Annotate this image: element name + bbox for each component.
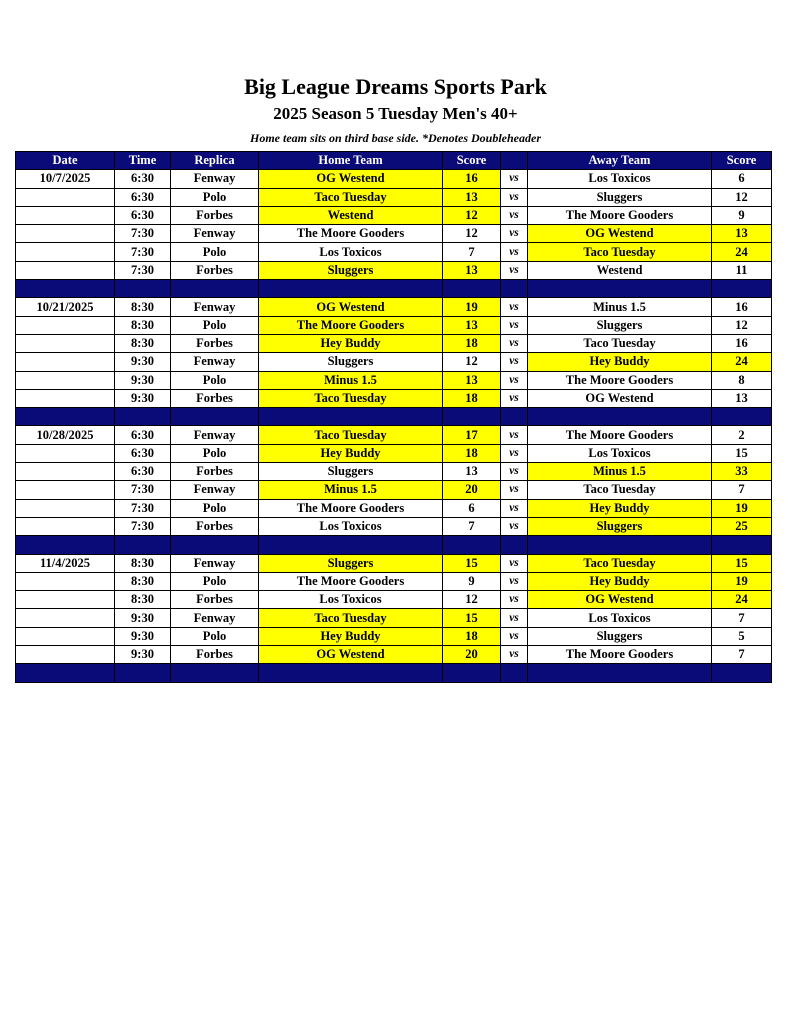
table-row xyxy=(16,463,772,481)
date-cell xyxy=(16,499,115,517)
home-team-cell: The Moore Gooders xyxy=(259,316,443,334)
away-team-cell: Minus 1.5 xyxy=(528,463,712,481)
vs-cell: vs xyxy=(501,206,528,224)
home-score-cell: 13 xyxy=(443,261,501,279)
away-team-cell: Sluggers xyxy=(528,188,712,206)
vs-cell: vs xyxy=(501,334,528,352)
time-cell: 8:30 xyxy=(115,334,171,352)
replica-cell: Polo xyxy=(171,316,259,334)
away-score-cell: 19 xyxy=(712,572,772,590)
table-row xyxy=(16,298,772,316)
page-subtitle: 2025 Season 5 Tuesday Men's 40+ xyxy=(273,104,518,123)
replica-cell: Forbes xyxy=(171,646,259,664)
home-team-cell: Hey Buddy xyxy=(259,627,443,645)
vs-cell: vs xyxy=(501,627,528,645)
header-vs xyxy=(501,152,528,170)
away-team-cell: OG Westend xyxy=(528,225,712,243)
away-team-cell: Los Toxicos xyxy=(528,170,712,188)
separator-cell xyxy=(115,280,171,298)
away-score-cell: 24 xyxy=(712,243,772,261)
separator-cell xyxy=(443,664,501,682)
time-cell: 6:30 xyxy=(115,170,171,188)
schedule-body xyxy=(16,170,772,682)
away-team-cell: Taco Tuesday xyxy=(528,481,712,499)
table-header-row xyxy=(16,152,772,170)
away-team-cell: Hey Buddy xyxy=(528,572,712,590)
vs-cell: vs xyxy=(501,499,528,517)
separator-cell xyxy=(171,664,259,682)
separator-cell xyxy=(259,536,443,554)
separator-cell xyxy=(171,408,259,426)
home-team-cell: Taco Tuesday xyxy=(259,389,443,407)
vs-cell: vs xyxy=(501,170,528,188)
away-score-cell: 2 xyxy=(712,426,772,444)
home-team-cell: Minus 1.5 xyxy=(259,371,443,389)
separator-cell xyxy=(16,280,115,298)
time-cell: 6:30 xyxy=(115,444,171,462)
replica-cell: Fenway xyxy=(171,225,259,243)
date-cell xyxy=(16,517,115,535)
separator-cell xyxy=(115,536,171,554)
vs-cell: vs xyxy=(501,517,528,535)
separator-cell xyxy=(171,280,259,298)
table-row xyxy=(16,646,772,664)
home-team-cell: Sluggers xyxy=(259,463,443,481)
date-cell xyxy=(16,225,115,243)
table-row xyxy=(16,572,772,590)
home-score-cell: 18 xyxy=(443,627,501,645)
date-cell xyxy=(16,389,115,407)
home-score-cell: 13 xyxy=(443,371,501,389)
home-score-cell: 13 xyxy=(443,463,501,481)
home-team-cell: Sluggers xyxy=(259,554,443,572)
home-team-cell: Los Toxicos xyxy=(259,591,443,609)
separator-cell xyxy=(712,536,772,554)
time-cell: 7:30 xyxy=(115,481,171,499)
time-cell: 6:30 xyxy=(115,463,171,481)
separator-cell xyxy=(528,408,712,426)
separator-cell xyxy=(501,664,528,682)
home-team-cell: Sluggers xyxy=(259,261,443,279)
table-row xyxy=(16,481,772,499)
replica-cell: Fenway xyxy=(171,426,259,444)
time-cell: 9:30 xyxy=(115,646,171,664)
replica-cell: Forbes xyxy=(171,206,259,224)
vs-cell: vs xyxy=(501,316,528,334)
separator-cell xyxy=(115,664,171,682)
time-cell: 9:30 xyxy=(115,627,171,645)
time-cell: 9:30 xyxy=(115,609,171,627)
separator-cell xyxy=(259,408,443,426)
vs-cell: vs xyxy=(501,225,528,243)
time-cell: 7:30 xyxy=(115,261,171,279)
replica-cell: Forbes xyxy=(171,389,259,407)
home-score-cell: 20 xyxy=(443,646,501,664)
vs-cell: vs xyxy=(501,572,528,590)
away-team-cell: OG Westend xyxy=(528,591,712,609)
home-team-cell: Hey Buddy xyxy=(259,444,443,462)
date-cell xyxy=(16,463,115,481)
vs-cell: vs xyxy=(501,646,528,664)
vs-cell: vs xyxy=(501,481,528,499)
separator-cell xyxy=(443,536,501,554)
table-row xyxy=(16,591,772,609)
away-score-cell: 12 xyxy=(712,188,772,206)
replica-cell: Polo xyxy=(171,627,259,645)
vs-cell: vs xyxy=(501,426,528,444)
away-team-cell: Sluggers xyxy=(528,316,712,334)
vs-cell: vs xyxy=(501,298,528,316)
table-row xyxy=(16,499,772,517)
away-team-cell: Los Toxicos xyxy=(528,444,712,462)
away-score-cell: 7 xyxy=(712,609,772,627)
replica-cell: Fenway xyxy=(171,298,259,316)
time-cell: 8:30 xyxy=(115,554,171,572)
home-team-cell: The Moore Gooders xyxy=(259,225,443,243)
separator-cell xyxy=(528,536,712,554)
date-cell xyxy=(16,316,115,334)
date-cell xyxy=(16,334,115,352)
home-score-cell: 15 xyxy=(443,554,501,572)
away-team-cell: Taco Tuesday xyxy=(528,243,712,261)
separator-cell xyxy=(443,280,501,298)
table-row xyxy=(16,609,772,627)
home-team-cell: Sluggers xyxy=(259,353,443,371)
home-team-cell: Minus 1.5 xyxy=(259,481,443,499)
time-cell: 8:30 xyxy=(115,316,171,334)
away-team-cell: The Moore Gooders xyxy=(528,426,712,444)
vs-cell: vs xyxy=(501,444,528,462)
away-team-cell: Westend xyxy=(528,261,712,279)
home-score-cell: 13 xyxy=(443,316,501,334)
away-score-cell: 13 xyxy=(712,389,772,407)
away-score-cell: 7 xyxy=(712,481,772,499)
away-team-cell: Hey Buddy xyxy=(528,353,712,371)
away-score-cell: 7 xyxy=(712,646,772,664)
away-team-cell: Minus 1.5 xyxy=(528,298,712,316)
header-away-team: Away Team xyxy=(528,152,712,170)
time-cell: 6:30 xyxy=(115,426,171,444)
schedule-table xyxy=(15,151,772,683)
home-team-cell: Hey Buddy xyxy=(259,334,443,352)
away-score-cell: 16 xyxy=(712,298,772,316)
away-score-cell: 33 xyxy=(712,463,772,481)
away-score-cell: 24 xyxy=(712,591,772,609)
separator-cell xyxy=(115,408,171,426)
table-row xyxy=(16,517,772,535)
home-team-cell: The Moore Gooders xyxy=(259,499,443,517)
time-cell: 7:30 xyxy=(115,225,171,243)
away-team-cell: The Moore Gooders xyxy=(528,371,712,389)
week-separator-row xyxy=(16,280,772,298)
table-row xyxy=(16,334,772,352)
date-cell: 10/21/2025 xyxy=(16,298,115,316)
vs-cell: vs xyxy=(501,261,528,279)
replica-cell: Polo xyxy=(171,444,259,462)
away-team-cell: Sluggers xyxy=(528,627,712,645)
table-row xyxy=(16,170,772,188)
time-cell: 6:30 xyxy=(115,188,171,206)
header-time: Time xyxy=(115,152,171,170)
separator-cell xyxy=(528,664,712,682)
home-team-cell: The Moore Gooders xyxy=(259,572,443,590)
week-separator-row xyxy=(16,408,772,426)
away-score-cell: 24 xyxy=(712,353,772,371)
vs-cell: vs xyxy=(501,609,528,627)
separator-cell xyxy=(16,664,115,682)
replica-cell: Polo xyxy=(171,499,259,517)
separator-cell xyxy=(16,408,115,426)
time-cell: 9:30 xyxy=(115,371,171,389)
away-team-cell: Taco Tuesday xyxy=(528,554,712,572)
table-row xyxy=(16,371,772,389)
replica-cell: Fenway xyxy=(171,554,259,572)
header-home-team: Home Team xyxy=(259,152,443,170)
away-score-cell: 5 xyxy=(712,627,772,645)
home-score-cell: 12 xyxy=(443,206,501,224)
away-team-cell: Los Toxicos xyxy=(528,609,712,627)
table-row xyxy=(16,188,772,206)
replica-cell: Polo xyxy=(171,371,259,389)
table-row xyxy=(16,426,772,444)
vs-cell: vs xyxy=(501,591,528,609)
date-cell xyxy=(16,206,115,224)
away-team-cell: Sluggers xyxy=(528,517,712,535)
away-score-cell: 12 xyxy=(712,316,772,334)
home-score-cell: 18 xyxy=(443,389,501,407)
away-score-cell: 16 xyxy=(712,334,772,352)
home-score-cell: 16 xyxy=(443,170,501,188)
separator-cell xyxy=(712,664,772,682)
replica-cell: Fenway xyxy=(171,481,259,499)
time-cell: 8:30 xyxy=(115,572,171,590)
replica-cell: Forbes xyxy=(171,463,259,481)
time-cell: 9:30 xyxy=(115,389,171,407)
replica-cell: Forbes xyxy=(171,261,259,279)
separator-cell xyxy=(501,408,528,426)
away-score-cell: 9 xyxy=(712,206,772,224)
separator-cell xyxy=(259,280,443,298)
date-cell xyxy=(16,444,115,462)
away-score-cell: 15 xyxy=(712,554,772,572)
table-row xyxy=(16,353,772,371)
away-team-cell: Taco Tuesday xyxy=(528,334,712,352)
time-cell: 9:30 xyxy=(115,353,171,371)
home-team-cell: Westend xyxy=(259,206,443,224)
date-cell xyxy=(16,646,115,664)
replica-cell: Fenway xyxy=(171,353,259,371)
date-cell xyxy=(16,188,115,206)
header-date: Date xyxy=(16,152,115,170)
vs-cell: vs xyxy=(501,243,528,261)
separator-cell xyxy=(171,536,259,554)
date-cell xyxy=(16,572,115,590)
time-cell: 8:30 xyxy=(115,591,171,609)
home-score-cell: 7 xyxy=(443,517,501,535)
table-row xyxy=(16,243,772,261)
home-score-cell: 18 xyxy=(443,334,501,352)
home-team-cell: Taco Tuesday xyxy=(259,609,443,627)
away-team-cell: Hey Buddy xyxy=(528,499,712,517)
date-cell xyxy=(16,481,115,499)
table-row xyxy=(16,627,772,645)
vs-cell: vs xyxy=(501,371,528,389)
home-score-cell: 18 xyxy=(443,444,501,462)
table-row xyxy=(16,206,772,224)
replica-cell: Polo xyxy=(171,243,259,261)
time-cell: 8:30 xyxy=(115,298,171,316)
separator-cell xyxy=(501,536,528,554)
home-score-cell: 17 xyxy=(443,426,501,444)
home-team-cell: OG Westend xyxy=(259,646,443,664)
separator-cell xyxy=(712,408,772,426)
replica-cell: Forbes xyxy=(171,517,259,535)
separator-cell xyxy=(259,664,443,682)
separator-cell xyxy=(712,280,772,298)
home-score-cell: 9 xyxy=(443,572,501,590)
table-row xyxy=(16,444,772,462)
date-cell: 11/4/2025 xyxy=(16,554,115,572)
replica-cell: Fenway xyxy=(171,609,259,627)
home-team-cell: Los Toxicos xyxy=(259,243,443,261)
away-team-cell: The Moore Gooders xyxy=(528,646,712,664)
date-cell: 10/7/2025 xyxy=(16,170,115,188)
date-cell xyxy=(16,353,115,371)
week-separator-row xyxy=(16,536,772,554)
time-cell: 7:30 xyxy=(115,243,171,261)
replica-cell: Polo xyxy=(171,188,259,206)
date-cell: 10/28/2025 xyxy=(16,426,115,444)
home-team-cell: OG Westend xyxy=(259,170,443,188)
away-team-cell: OG Westend xyxy=(528,389,712,407)
separator-cell xyxy=(501,280,528,298)
home-team-cell: Taco Tuesday xyxy=(259,188,443,206)
header-home-score: Score xyxy=(443,152,501,170)
away-score-cell: 19 xyxy=(712,499,772,517)
home-score-cell: 13 xyxy=(443,188,501,206)
date-cell xyxy=(16,609,115,627)
date-cell xyxy=(16,261,115,279)
separator-cell xyxy=(443,408,501,426)
time-cell: 7:30 xyxy=(115,499,171,517)
time-cell: 6:30 xyxy=(115,206,171,224)
vs-cell: vs xyxy=(501,353,528,371)
date-cell xyxy=(16,627,115,645)
home-score-cell: 15 xyxy=(443,609,501,627)
table-row xyxy=(16,554,772,572)
away-score-cell: 6 xyxy=(712,170,772,188)
table-row xyxy=(16,261,772,279)
away-score-cell: 8 xyxy=(712,371,772,389)
home-score-cell: 12 xyxy=(443,353,501,371)
vs-cell: vs xyxy=(501,554,528,572)
replica-cell: Fenway xyxy=(171,170,259,188)
home-team-cell: OG Westend xyxy=(259,298,443,316)
header-replica: Replica xyxy=(171,152,259,170)
table-row xyxy=(16,225,772,243)
home-team-cell: Taco Tuesday xyxy=(259,426,443,444)
header-away-score: Score xyxy=(712,152,772,170)
away-score-cell: 25 xyxy=(712,517,772,535)
page-note: Home team sits on third base side. *Denotes Doubleheader xyxy=(250,131,541,145)
table-row xyxy=(16,389,772,407)
vs-cell: vs xyxy=(501,389,528,407)
separator-cell xyxy=(16,536,115,554)
home-score-cell: 19 xyxy=(443,298,501,316)
away-score-cell: 13 xyxy=(712,225,772,243)
time-cell: 7:30 xyxy=(115,517,171,535)
date-cell xyxy=(16,243,115,261)
date-cell xyxy=(16,371,115,389)
vs-cell: vs xyxy=(501,463,528,481)
page-title: Big League Dreams Sports Park xyxy=(244,74,547,99)
away-team-cell: The Moore Gooders xyxy=(528,206,712,224)
home-team-cell: Los Toxicos xyxy=(259,517,443,535)
home-score-cell: 20 xyxy=(443,481,501,499)
table-row xyxy=(16,316,772,334)
home-score-cell: 12 xyxy=(443,591,501,609)
replica-cell: Forbes xyxy=(171,591,259,609)
replica-cell: Polo xyxy=(171,572,259,590)
separator-cell xyxy=(528,280,712,298)
vs-cell: vs xyxy=(501,188,528,206)
away-score-cell: 15 xyxy=(712,444,772,462)
replica-cell: Forbes xyxy=(171,334,259,352)
home-score-cell: 6 xyxy=(443,499,501,517)
away-score-cell: 11 xyxy=(712,261,772,279)
date-cell xyxy=(16,591,115,609)
week-separator-row xyxy=(16,664,772,682)
home-score-cell: 12 xyxy=(443,225,501,243)
home-score-cell: 7 xyxy=(443,243,501,261)
